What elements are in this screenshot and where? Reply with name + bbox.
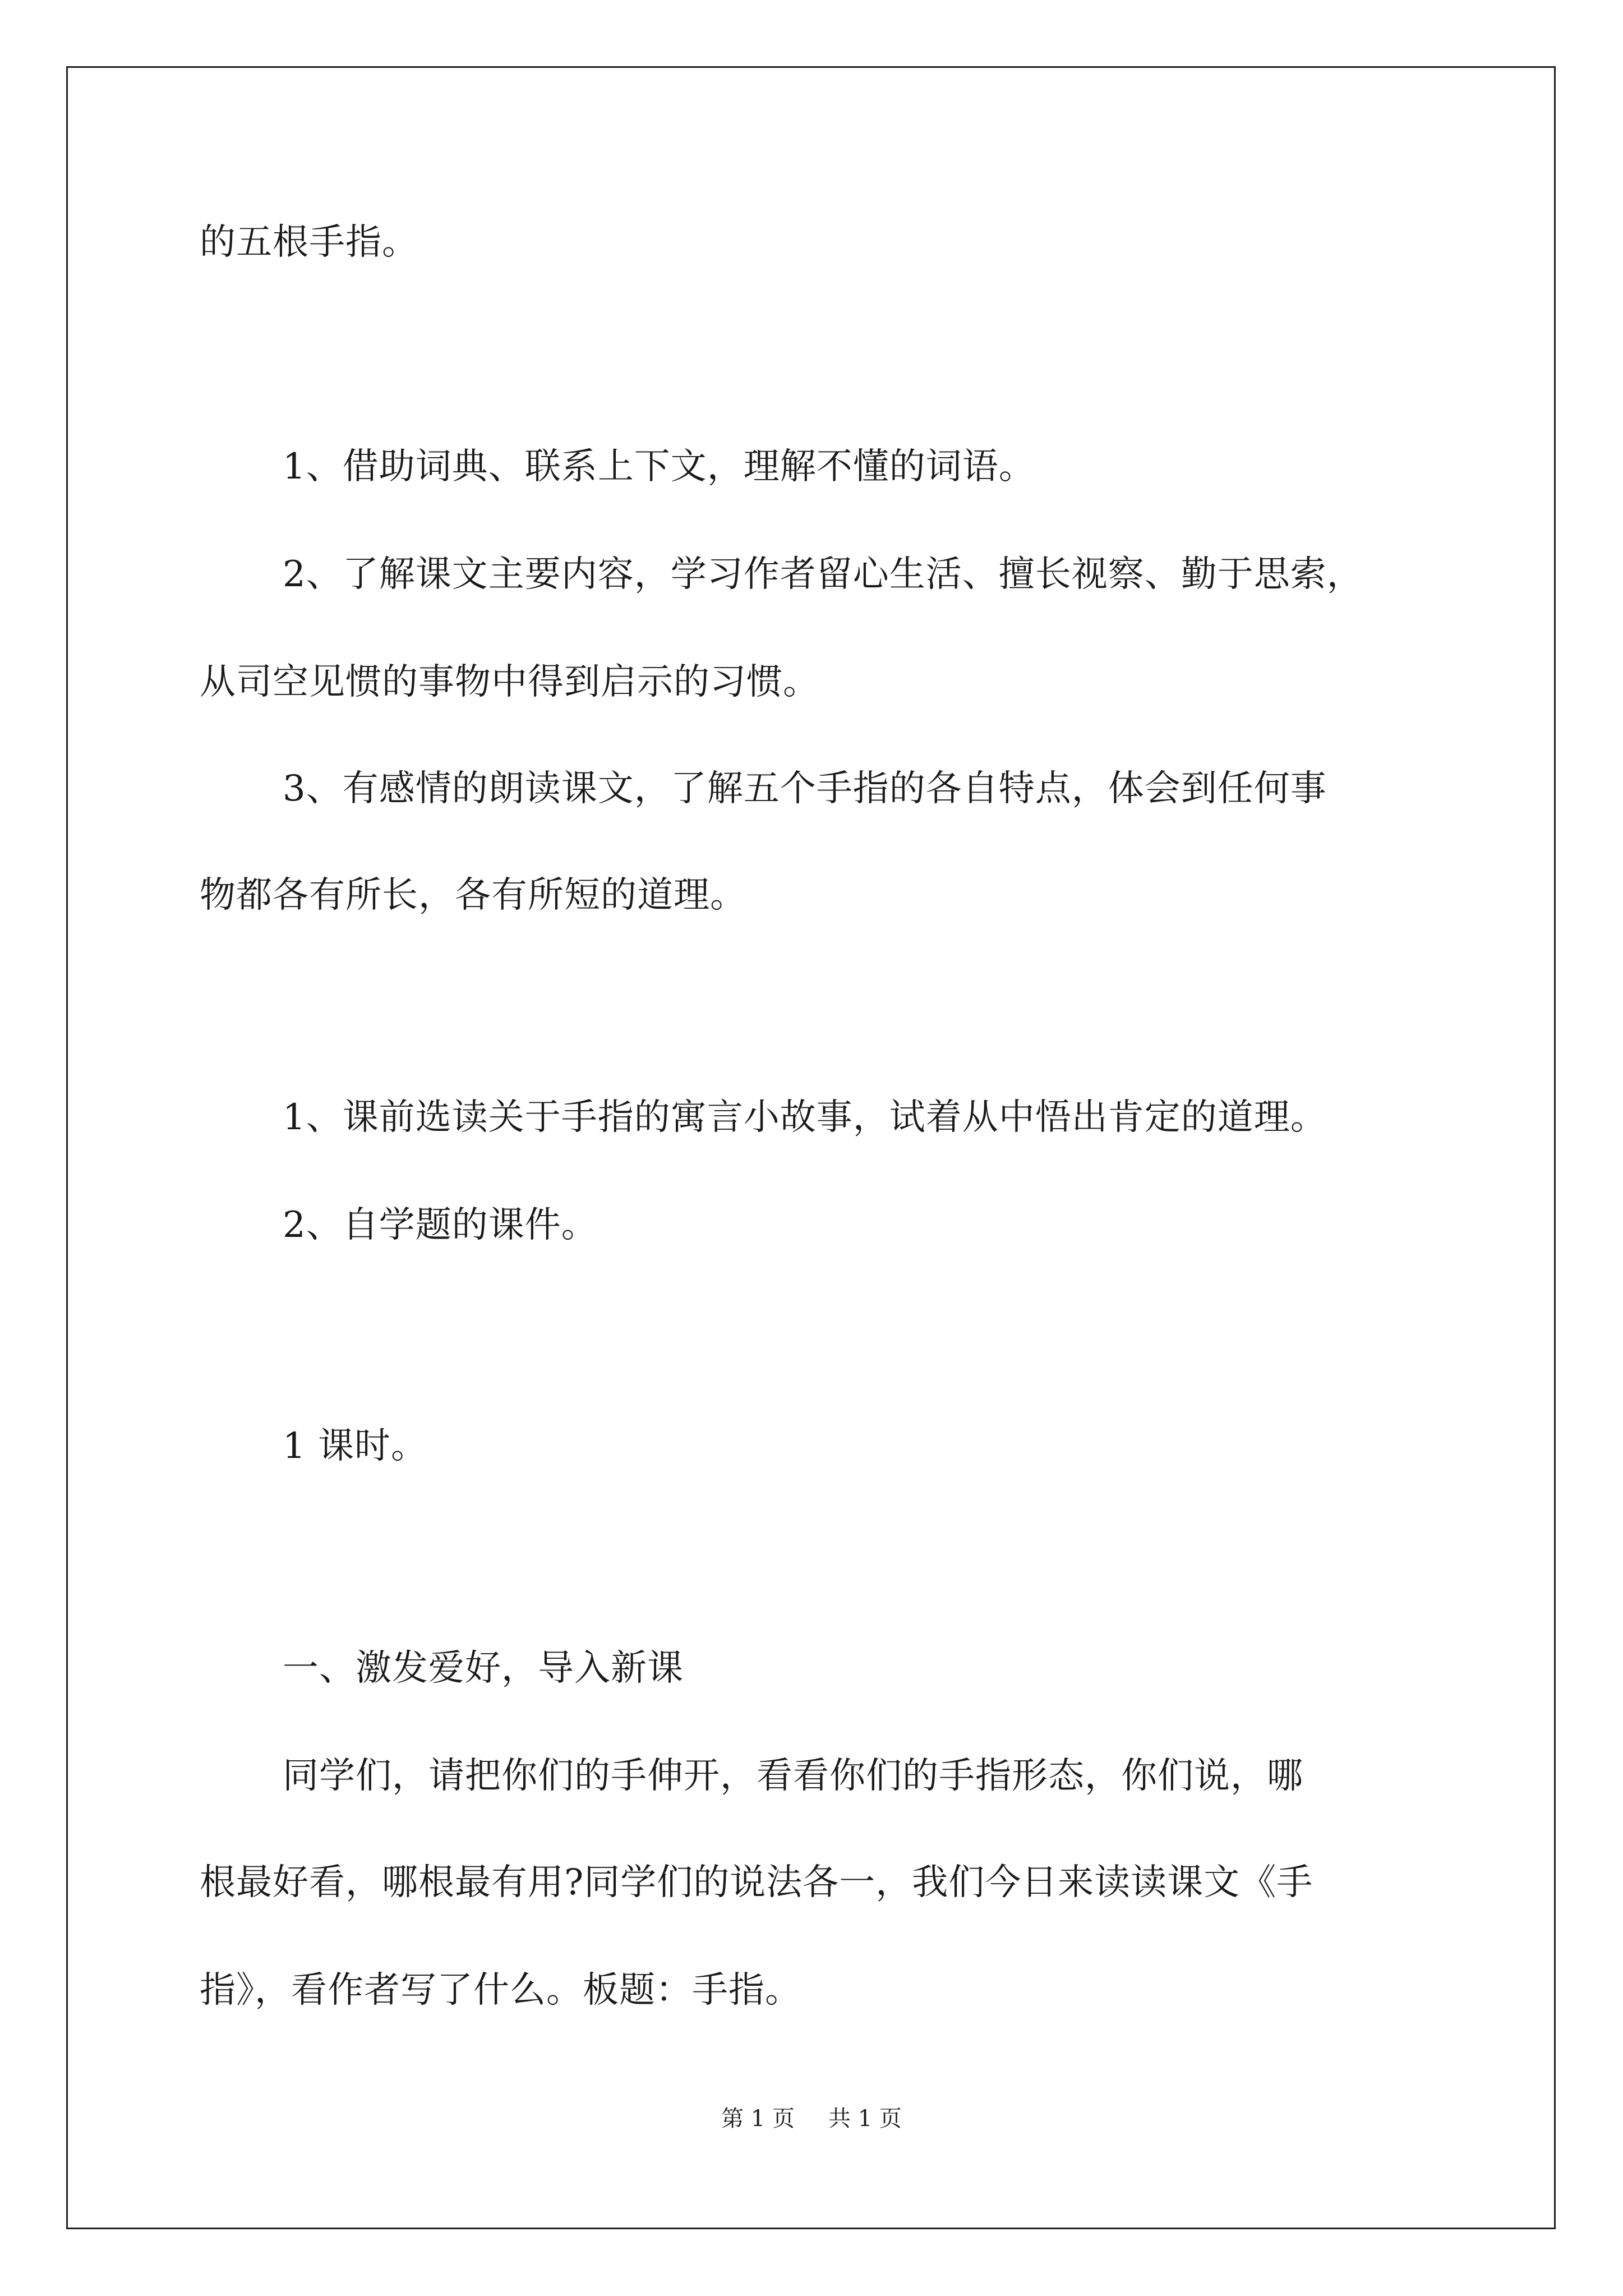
text-line-2: 1、借助词典、联系上下文，理解不懂的词语。 (283, 446, 1035, 487)
text-line-8: 2、自学题的课件。 (283, 1204, 598, 1246)
text-line-11: 同学们，请把你们的手伸开，看看你们的手指形态，你们说，哪 (283, 1755, 1303, 1797)
text-line-10: 一、激发爱好，导入新课 (283, 1648, 684, 1689)
text-line-9: 1 课时。 (283, 1425, 428, 1467)
text-line-1: 的五根手指。 (200, 222, 418, 263)
text-line-7: 1、课前选读关于手指的寓言小故事，试着从中悟出肯定的道理。 (283, 1097, 1327, 1138)
page-number: 第 1 页 (721, 2106, 795, 2132)
text-line-3: 2、了解课文主要内容，学习作者留心生活、擅长视察、勤于思索， (283, 554, 1363, 595)
text-line-4: 从司空见惯的事物中得到启示的习惯。 (200, 661, 819, 703)
text-line-13: 指》，看作者写了什么。板题：手指。 (200, 1970, 801, 2011)
page-total: 共 1 页 (828, 2106, 902, 2132)
page-footer (0, 2105, 1623, 2133)
text-line-12: 根最好看，哪根最有用?同学们的说法各一，我们今日来读读课文《手 (200, 1862, 1313, 1903)
text-line-5: 3、有感情的朗读课文，了解五个手指的各自特点，体会到任何事 (283, 768, 1327, 809)
text-line-6: 物都各有所长，各有所短的道理。 (200, 875, 746, 916)
